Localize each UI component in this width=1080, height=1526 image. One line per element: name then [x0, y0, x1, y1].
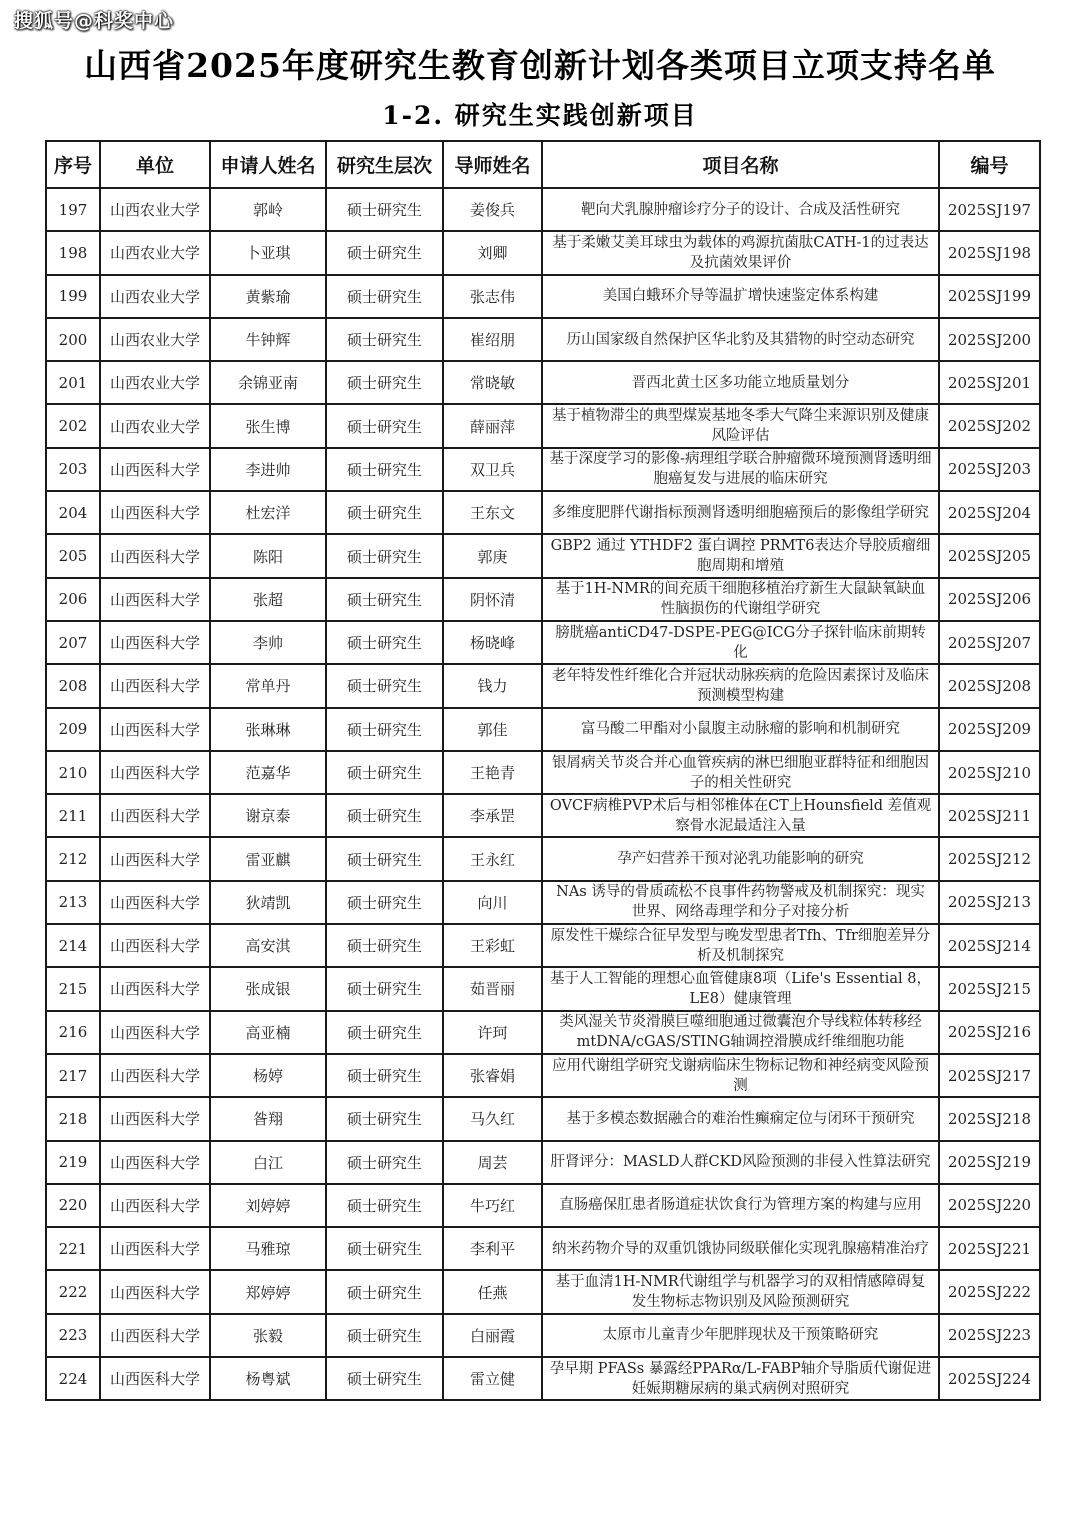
table-row	[46, 318, 1040, 361]
advisor-cell: 马久红	[443, 1097, 542, 1140]
table-row	[46, 881, 1040, 924]
level-cell: 硕士研究生	[326, 1227, 443, 1270]
seq-cell: 201	[46, 361, 100, 404]
table-row	[46, 534, 1040, 577]
unit-cell: 山西医科大学	[100, 448, 210, 491]
unit-cell: 山西医科大学	[100, 621, 210, 664]
table-row	[46, 751, 1040, 794]
project-name-cell: 太原市儿童青少年肥胖现状及干预策略研究	[542, 1314, 939, 1357]
table-row	[46, 708, 1040, 751]
applicant-cell: 黄紫瑜	[210, 275, 326, 318]
advisor-cell: 刘卿	[443, 231, 542, 274]
applicant-cell: 昝翔	[210, 1097, 326, 1140]
seq-cell: 205	[46, 534, 100, 577]
level-cell: 硕士研究生	[326, 1184, 443, 1227]
project-name-cell: 多维度肥胖代谢指标预测肾透明细胞癌预后的影像组学研究	[542, 491, 939, 534]
table-row	[46, 448, 1040, 491]
level-cell: 硕士研究生	[326, 1141, 443, 1184]
applicant-cell: 李进帅	[210, 448, 326, 491]
level-cell: 硕士研究生	[326, 491, 443, 534]
level-cell: 硕士研究生	[326, 1314, 443, 1357]
level-cell: 硕士研究生	[326, 318, 443, 361]
project-name-cell: 应用代谢组学研究戈谢病临床生物标记物和神经病变风险预测	[542, 1054, 939, 1097]
advisor-cell: 姜俊兵	[443, 188, 542, 231]
level-cell: 硕士研究生	[326, 1357, 443, 1400]
code-cell: 2025SJ204	[939, 491, 1040, 534]
unit-cell: 山西医科大学	[100, 708, 210, 751]
level-cell: 硕士研究生	[326, 534, 443, 577]
seq-cell: 204	[46, 491, 100, 534]
unit-cell: 山西医科大学	[100, 1054, 210, 1097]
advisor-cell: 张志伟	[443, 275, 542, 318]
table-row	[46, 361, 1040, 404]
table-row	[46, 1314, 1040, 1357]
advisor-cell: 常晓敏	[443, 361, 542, 404]
advisor-cell: 王东文	[443, 491, 542, 534]
advisor-cell: 钱力	[443, 664, 542, 707]
advisor-cell: 崔绍朋	[443, 318, 542, 361]
unit-cell: 山西医科大学	[100, 794, 210, 837]
advisor-cell: 双卫兵	[443, 448, 542, 491]
applicant-cell: 范嘉华	[210, 751, 326, 794]
project-name-cell: 类风湿关节炎滑膜巨噬细胞通过微囊泡介导线粒体转移经mtDNA/cGAS/STING轴调控滑膜成纤维细胞功能	[542, 1011, 939, 1054]
code-cell: 2025SJ213	[939, 881, 1040, 924]
applicant-cell: 杨婷	[210, 1054, 326, 1097]
column-header: 研究生层次	[326, 141, 443, 188]
advisor-cell: 杨晓峰	[443, 621, 542, 664]
applicant-cell: 张生博	[210, 404, 326, 447]
unit-cell: 山西农业大学	[100, 275, 210, 318]
unit-cell: 山西医科大学	[100, 1314, 210, 1357]
code-cell: 2025SJ218	[939, 1097, 1040, 1140]
table-row	[46, 404, 1040, 447]
code-cell: 2025SJ223	[939, 1314, 1040, 1357]
seq-cell: 220	[46, 1184, 100, 1227]
table-row	[46, 1141, 1040, 1184]
table-row	[46, 924, 1040, 967]
applicant-cell: 陈阳	[210, 534, 326, 577]
level-cell: 硕士研究生	[326, 924, 443, 967]
code-cell: 2025SJ197	[939, 188, 1040, 231]
level-cell: 硕士研究生	[326, 837, 443, 880]
advisor-cell: 牛巧红	[443, 1184, 542, 1227]
project-name-cell: 基于1H-NMR的间充质干细胞移植治疗新生大鼠缺氧缺血性脑损伤的代谢组学研究	[542, 578, 939, 621]
table-row	[46, 231, 1040, 274]
advisor-cell: 茹晋丽	[443, 967, 542, 1010]
project-name-cell: NAs 诱导的骨质疏松不良事件药物警戒及机制探究：现实世界、网络毒理学和分子对接分析	[542, 881, 939, 924]
advisor-cell: 薛丽萍	[443, 404, 542, 447]
project-name-cell: 基于深度学习的影像-病理组学联合肿瘤微环境预测肾透明细胞癌复发与进展的临床研究	[542, 448, 939, 491]
table-header-row	[46, 141, 1040, 188]
table-body	[46, 188, 1040, 1400]
code-cell: 2025SJ220	[939, 1184, 1040, 1227]
code-cell: 2025SJ201	[939, 361, 1040, 404]
advisor-cell: 向川	[443, 881, 542, 924]
unit-cell: 山西医科大学	[100, 924, 210, 967]
level-cell: 硕士研究生	[326, 448, 443, 491]
code-cell: 2025SJ208	[939, 664, 1040, 707]
code-cell: 2025SJ211	[939, 794, 1040, 837]
table-row	[46, 1227, 1040, 1270]
table-row	[46, 621, 1040, 664]
level-cell: 硕士研究生	[326, 967, 443, 1010]
level-cell: 硕士研究生	[326, 881, 443, 924]
advisor-cell: 阴怀清	[443, 578, 542, 621]
code-cell: 2025SJ214	[939, 924, 1040, 967]
table-row	[46, 1011, 1040, 1054]
applicant-cell: 常单丹	[210, 664, 326, 707]
code-cell: 2025SJ222	[939, 1270, 1040, 1313]
level-cell: 硕士研究生	[326, 621, 443, 664]
code-cell: 2025SJ215	[939, 967, 1040, 1010]
applicant-cell: 李帅	[210, 621, 326, 664]
applicant-cell: 张毅	[210, 1314, 326, 1357]
level-cell: 硕士研究生	[326, 361, 443, 404]
applicant-cell: 刘婷婷	[210, 1184, 326, 1227]
seq-cell: 217	[46, 1054, 100, 1097]
column-header: 导师姓名	[443, 141, 542, 188]
seq-cell: 211	[46, 794, 100, 837]
applicant-cell: 狄靖凯	[210, 881, 326, 924]
unit-cell: 山西农业大学	[100, 318, 210, 361]
project-name-cell: 美国白蛾环介导等温扩增快速鉴定体系构建	[542, 275, 939, 318]
project-name-cell: OVCF病椎PVP术后与相邻椎体在CT上Hounsfield 差值观察骨水泥最适注入量	[542, 794, 939, 837]
level-cell: 硕士研究生	[326, 404, 443, 447]
table-row	[46, 578, 1040, 621]
seq-cell: 212	[46, 837, 100, 880]
table-row	[46, 188, 1040, 231]
column-header: 申请人姓名	[210, 141, 326, 188]
project-name-cell: 基于多模态数据融合的难治性癫痫定位与闭环干预研究	[542, 1097, 939, 1140]
applicant-cell: 高安淇	[210, 924, 326, 967]
seq-cell: 222	[46, 1270, 100, 1313]
unit-cell: 山西医科大学	[100, 578, 210, 621]
table-row	[46, 794, 1040, 837]
code-cell: 2025SJ207	[939, 621, 1040, 664]
project-name-cell: 银屑病关节炎合并心血管疾病的淋巴细胞亚群特征和细胞因子的相关性研究	[542, 751, 939, 794]
project-name-cell: 靶向犬乳腺肿瘤诊疗分子的设计、合成及活性研究	[542, 188, 939, 231]
project-name-cell: 基于人工智能的理想心血管健康8项（Life's Essential 8，LE8）健康管理	[542, 967, 939, 1010]
unit-cell: 山西医科大学	[100, 534, 210, 577]
unit-cell: 山西农业大学	[100, 231, 210, 274]
level-cell: 硕士研究生	[326, 1270, 443, 1313]
advisor-cell: 周芸	[443, 1141, 542, 1184]
advisor-cell: 王艳青	[443, 751, 542, 794]
unit-cell: 山西医科大学	[100, 967, 210, 1010]
watermark: 搜狐号@科奖中心	[14, 10, 175, 32]
applicant-cell: 张超	[210, 578, 326, 621]
level-cell: 硕士研究生	[326, 1011, 443, 1054]
unit-cell: 山西医科大学	[100, 1270, 210, 1313]
table-row	[46, 664, 1040, 707]
code-cell: 2025SJ206	[939, 578, 1040, 621]
page-title: 山西省2025年度研究生教育创新计划各类项目立项支持名单	[84, 46, 996, 85]
project-table	[45, 140, 1041, 1401]
level-cell: 硕士研究生	[326, 1054, 443, 1097]
advisor-cell: 郭佳	[443, 708, 542, 751]
table-row	[46, 1054, 1040, 1097]
unit-cell: 山西医科大学	[100, 1097, 210, 1140]
advisor-cell: 白丽霞	[443, 1314, 542, 1357]
applicant-cell: 卜亚琪	[210, 231, 326, 274]
applicant-cell: 余锦亚南	[210, 361, 326, 404]
code-cell: 2025SJ199	[939, 275, 1040, 318]
level-cell: 硕士研究生	[326, 708, 443, 751]
project-name-cell: 基于植物滞尘的典型煤炭基地冬季大气降尘来源识别及健康风险评估	[542, 404, 939, 447]
level-cell: 硕士研究生	[326, 188, 443, 231]
seq-cell: 209	[46, 708, 100, 751]
project-name-cell: 老年特发性纤维化合并冠状动脉疾病的危险因素探讨及临床预测模型构建	[542, 664, 939, 707]
advisor-cell: 雷立健	[443, 1357, 542, 1400]
column-header: 编号	[939, 141, 1040, 188]
applicant-cell: 杜宏洋	[210, 491, 326, 534]
code-cell: 2025SJ198	[939, 231, 1040, 274]
table-row	[46, 967, 1040, 1010]
project-name-cell: 肝肾评分：MASLD人群CKD风险预测的非侵入性算法研究	[542, 1141, 939, 1184]
table-row	[46, 837, 1040, 880]
seq-cell: 210	[46, 751, 100, 794]
applicant-cell: 郭岭	[210, 188, 326, 231]
unit-cell: 山西农业大学	[100, 404, 210, 447]
table-row	[46, 1270, 1040, 1313]
unit-cell: 山西医科大学	[100, 837, 210, 880]
seq-cell: 214	[46, 924, 100, 967]
project-name-cell: 历山国家级自然保护区华北豹及其猎物的时空动态研究	[542, 318, 939, 361]
seq-cell: 224	[46, 1357, 100, 1400]
seq-cell: 216	[46, 1011, 100, 1054]
advisor-cell: 王永红	[443, 837, 542, 880]
table-row	[46, 275, 1040, 318]
project-name-cell: 晋西北黄土区多功能立地质量划分	[542, 361, 939, 404]
advisor-cell: 郭庚	[443, 534, 542, 577]
applicant-cell: 郑婷婷	[210, 1270, 326, 1313]
seq-cell: 215	[46, 967, 100, 1010]
unit-cell: 山西医科大学	[100, 751, 210, 794]
seq-cell: 202	[46, 404, 100, 447]
code-cell: 2025SJ224	[939, 1357, 1040, 1400]
project-name-cell: 直肠癌保肛患者肠道症状饮食行为管理方案的构建与应用	[542, 1184, 939, 1227]
unit-cell: 山西医科大学	[100, 1184, 210, 1227]
advisor-cell: 王彩虹	[443, 924, 542, 967]
applicant-cell: 马雅琼	[210, 1227, 326, 1270]
seq-cell: 206	[46, 578, 100, 621]
seq-cell: 197	[46, 188, 100, 231]
code-cell: 2025SJ216	[939, 1011, 1040, 1054]
table-row	[46, 491, 1040, 534]
unit-cell: 山西医科大学	[100, 1011, 210, 1054]
seq-cell: 219	[46, 1141, 100, 1184]
level-cell: 硕士研究生	[326, 794, 443, 837]
table-row	[46, 1357, 1040, 1400]
section-subtitle: 1-2. 研究生实践创新项目	[382, 101, 698, 130]
project-name-cell: 基于柔嫩艾美耳球虫为载体的鸡源抗菌肽CATH-1的过表达及抗菌效果评价	[542, 231, 939, 274]
column-header: 单位	[100, 141, 210, 188]
applicant-cell: 杨粤斌	[210, 1357, 326, 1400]
advisor-cell: 许珂	[443, 1011, 542, 1054]
applicant-cell: 张成银	[210, 967, 326, 1010]
level-cell: 硕士研究生	[326, 1097, 443, 1140]
seq-cell: 199	[46, 275, 100, 318]
code-cell: 2025SJ209	[939, 708, 1040, 751]
column-header: 序号	[46, 141, 100, 188]
advisor-cell: 李承罡	[443, 794, 542, 837]
seq-cell: 223	[46, 1314, 100, 1357]
code-cell: 2025SJ210	[939, 751, 1040, 794]
unit-cell: 山西医科大学	[100, 664, 210, 707]
seq-cell: 208	[46, 664, 100, 707]
level-cell: 硕士研究生	[326, 664, 443, 707]
level-cell: 硕士研究生	[326, 751, 443, 794]
unit-cell: 山西农业大学	[100, 361, 210, 404]
code-cell: 2025SJ200	[939, 318, 1040, 361]
project-name-cell: 富马酸二甲酯对小鼠腹主动脉瘤的影响和机制研究	[542, 708, 939, 751]
advisor-cell: 张睿娟	[443, 1054, 542, 1097]
code-cell: 2025SJ205	[939, 534, 1040, 577]
table-row	[46, 1184, 1040, 1227]
seq-cell: 207	[46, 621, 100, 664]
unit-cell: 山西医科大学	[100, 1227, 210, 1270]
seq-cell: 198	[46, 231, 100, 274]
applicant-cell: 高亚楠	[210, 1011, 326, 1054]
applicant-cell: 雷亚麒	[210, 837, 326, 880]
level-cell: 硕士研究生	[326, 275, 443, 318]
project-name-cell: 基于血清1H-NMR代谢组学与机器学习的双相情感障碍复发生物标志物识别及风险预测研究	[542, 1270, 939, 1313]
seq-cell: 218	[46, 1097, 100, 1140]
code-cell: 2025SJ203	[939, 448, 1040, 491]
applicant-cell: 张琳琳	[210, 708, 326, 751]
project-name-cell: 孕产妇营养干预对泌乳功能影响的研究	[542, 837, 939, 880]
column-header: 项目名称	[542, 141, 939, 188]
code-cell: 2025SJ202	[939, 404, 1040, 447]
project-name-cell: 纳米药物介导的双重饥饿协同级联催化实现乳腺癌精准治疗	[542, 1227, 939, 1270]
code-cell: 2025SJ212	[939, 837, 1040, 880]
applicant-cell: 白江	[210, 1141, 326, 1184]
seq-cell: 213	[46, 881, 100, 924]
level-cell: 硕士研究生	[326, 578, 443, 621]
applicant-cell: 谢京泰	[210, 794, 326, 837]
code-cell: 2025SJ219	[939, 1141, 1040, 1184]
applicant-cell: 牛钟辉	[210, 318, 326, 361]
unit-cell: 山西农业大学	[100, 188, 210, 231]
unit-cell: 山西医科大学	[100, 491, 210, 534]
advisor-cell: 任燕	[443, 1270, 542, 1313]
unit-cell: 山西医科大学	[100, 881, 210, 924]
unit-cell: 山西医科大学	[100, 1141, 210, 1184]
code-cell: 2025SJ221	[939, 1227, 1040, 1270]
seq-cell: 221	[46, 1227, 100, 1270]
table-row	[46, 1097, 1040, 1140]
unit-cell: 山西医科大学	[100, 1357, 210, 1400]
project-name-cell: 膀胱癌antiCD47-DSPE-PEG@ICG分子探针临床前期转化	[542, 621, 939, 664]
project-name-cell: 原发性干燥综合征早发型与晚发型患者Tfh、Tfr细胞差异分析及机制探究	[542, 924, 939, 967]
seq-cell: 200	[46, 318, 100, 361]
level-cell: 硕士研究生	[326, 231, 443, 274]
project-name-cell: GBP2 通过 YTHDF2 蛋白调控 PRMT6表达介导胶质瘤细胞周期和增殖	[542, 534, 939, 577]
code-cell: 2025SJ217	[939, 1054, 1040, 1097]
advisor-cell: 李利平	[443, 1227, 542, 1270]
seq-cell: 203	[46, 448, 100, 491]
project-name-cell: 孕早期 PFASs 暴露经PPARα/L-FABP轴介导脂质代谢促进妊娠期糖尿病的巢式病例对照研究	[542, 1357, 939, 1400]
